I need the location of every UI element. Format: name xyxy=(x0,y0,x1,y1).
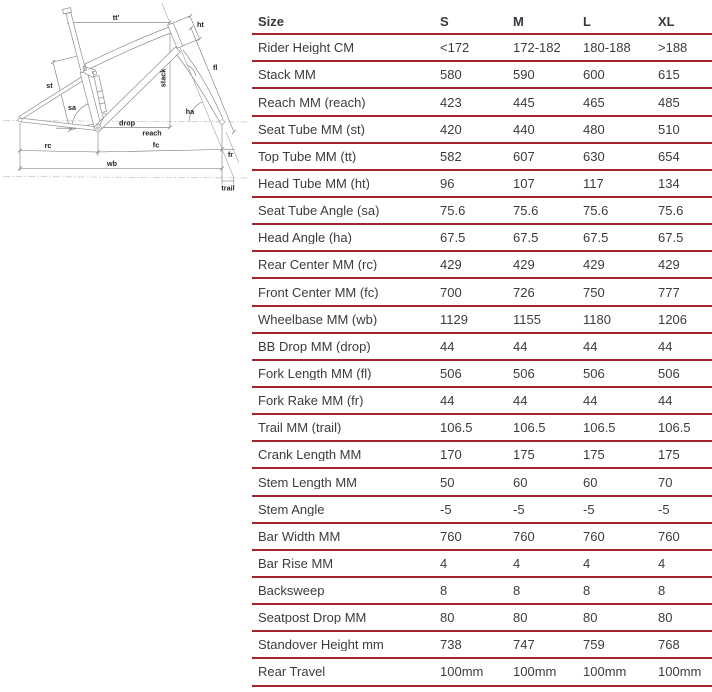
table-row xyxy=(252,307,712,334)
column-header-l: L xyxy=(583,15,591,29)
row-value: 44 xyxy=(440,339,455,353)
row-value: 506 xyxy=(440,366,462,380)
row-value: 134 xyxy=(658,176,680,190)
row-value: 768 xyxy=(658,638,680,652)
label-fc: fc xyxy=(152,140,160,150)
table-row xyxy=(252,415,712,442)
table-row xyxy=(252,524,712,551)
row-value: 80 xyxy=(658,611,673,625)
centerlines xyxy=(3,118,250,179)
row-value: 777 xyxy=(658,285,680,299)
label-drop: drop xyxy=(119,118,135,128)
row-value: 8 xyxy=(658,584,666,598)
label-st: st xyxy=(46,81,53,90)
row-value: 106.5 xyxy=(440,421,473,435)
table-row xyxy=(252,334,712,361)
row-value: 485 xyxy=(658,95,680,109)
row-value: 760 xyxy=(583,529,605,543)
row-value: 8 xyxy=(513,584,521,598)
table-row xyxy=(252,144,712,171)
column-header-size: Size xyxy=(258,15,285,29)
label-ha: ha xyxy=(185,107,195,116)
row-value: 107 xyxy=(513,176,535,190)
shock-upper-eyelet xyxy=(93,71,97,75)
row-value: 445 xyxy=(513,95,535,109)
table-row xyxy=(252,442,712,469)
row-value: 1155 xyxy=(513,312,541,326)
row-value: 60 xyxy=(513,475,528,489)
row-value: 600 xyxy=(583,68,605,82)
front-dropout xyxy=(220,120,225,125)
row-value: 50 xyxy=(440,475,455,489)
row-label: Seat Tube Angle (sa) xyxy=(258,204,380,218)
row-value: 8 xyxy=(583,584,591,598)
row-label: Fork Rake MM (fr) xyxy=(258,394,364,408)
row-value: 420 xyxy=(440,122,462,136)
row-label: Wheelbase MM (wb) xyxy=(258,312,378,326)
label-stack: stack xyxy=(158,68,168,88)
row-label: Trail MM (trail) xyxy=(258,421,342,435)
row-value: 8 xyxy=(440,584,448,598)
table-row xyxy=(252,62,712,89)
row-value: 1180 xyxy=(583,312,611,326)
row-label: Rear Travel xyxy=(258,665,326,679)
row-value: 580 xyxy=(440,68,462,82)
row-label: Crank Length MM xyxy=(258,448,362,462)
table-row xyxy=(252,551,712,578)
table-row xyxy=(252,388,712,415)
label-fr: fr xyxy=(227,150,234,159)
row-value: 106.5 xyxy=(513,421,546,435)
row-label: Fork Length MM (fl) xyxy=(258,366,372,380)
row-value: 4 xyxy=(658,556,666,570)
row-label: Rider Height CM xyxy=(258,41,355,55)
table-row xyxy=(252,469,712,496)
table-row xyxy=(252,659,712,686)
row-value: 44 xyxy=(583,339,598,353)
row-value: 106.5 xyxy=(658,421,691,435)
row-value: 44 xyxy=(513,394,528,408)
label-sa: sa xyxy=(68,103,76,112)
row-value: 429 xyxy=(440,258,462,272)
row-value: 100mm xyxy=(583,665,627,679)
table-row xyxy=(252,171,712,198)
row-value: 1129 xyxy=(440,312,468,326)
row-value: 175 xyxy=(658,448,680,462)
row-label: Standover Height mm xyxy=(258,638,384,652)
row-value: 67.5 xyxy=(583,231,609,245)
table-row xyxy=(252,279,712,306)
row-value: 607 xyxy=(513,149,535,163)
row-value: >188 xyxy=(658,41,688,55)
column-header-s: S xyxy=(440,15,449,29)
row-value: 1206 xyxy=(658,312,687,326)
row-label: Front Center MM (fc) xyxy=(258,285,379,299)
row-value: 44 xyxy=(513,339,528,353)
rear-dropout xyxy=(18,118,22,122)
row-value: 615 xyxy=(658,68,680,82)
bike-geometry-diagram xyxy=(0,0,252,200)
geometry-table-body xyxy=(252,35,712,686)
table-row xyxy=(252,35,712,62)
row-value: 480 xyxy=(583,122,605,136)
label-wb: wb xyxy=(107,159,117,168)
row-label: Seatpost Drop MM xyxy=(258,611,367,625)
label-fl: fl xyxy=(213,63,218,72)
row-value: 96 xyxy=(440,176,455,190)
row-value: 67.5 xyxy=(658,231,684,245)
row-value: 180-188 xyxy=(583,41,631,55)
row-value: 44 xyxy=(658,339,673,353)
row-label: Bar Width MM xyxy=(258,529,341,543)
row-value: 75.6 xyxy=(440,204,466,218)
row-value: 750 xyxy=(583,285,605,299)
row-value: -5 xyxy=(440,502,452,516)
row-value: 760 xyxy=(513,529,535,543)
label-tt: tt' xyxy=(112,13,120,22)
table-row xyxy=(252,605,712,632)
row-value: 70 xyxy=(658,475,673,489)
row-value: 760 xyxy=(658,529,680,543)
row-label: Stem Length MM xyxy=(258,475,357,489)
row-value: 100mm xyxy=(513,665,557,679)
row-label: Bar Rise MM xyxy=(258,556,334,570)
row-value: -5 xyxy=(583,502,595,516)
row-label: BB Drop MM (drop) xyxy=(258,339,371,353)
table-row xyxy=(252,89,712,116)
row-value: 175 xyxy=(513,448,535,462)
row-value: 738 xyxy=(440,638,462,652)
row-value: 44 xyxy=(658,394,673,408)
row-value: 75.6 xyxy=(513,204,539,218)
row-value: 726 xyxy=(513,285,535,299)
label-trail: trail xyxy=(221,183,235,193)
row-label: Seat Tube MM (st) xyxy=(258,122,365,136)
row-value: 429 xyxy=(513,258,535,272)
row-value: 117 xyxy=(583,176,604,190)
table-row xyxy=(252,117,712,144)
row-value: 747 xyxy=(513,638,535,652)
column-header-xl: XL xyxy=(658,15,675,29)
row-value: 429 xyxy=(658,258,680,272)
row-value: <172 xyxy=(440,41,470,55)
row-value: 172-182 xyxy=(513,41,561,55)
row-value: 4 xyxy=(583,556,591,570)
table-row xyxy=(252,361,712,388)
row-label: Backsweep xyxy=(258,584,325,598)
row-value: 75.6 xyxy=(583,204,609,218)
seatpost xyxy=(66,12,86,72)
row-value: 465 xyxy=(583,95,605,109)
row-value: 67.5 xyxy=(513,231,539,245)
row-label: Reach MM (reach) xyxy=(258,95,366,109)
row-value: -5 xyxy=(513,502,525,516)
row-value: 700 xyxy=(440,285,462,299)
row-value: 582 xyxy=(440,149,462,163)
row-label: Head Tube MM (ht) xyxy=(258,176,370,190)
row-value: 654 xyxy=(658,149,680,163)
row-value: 506 xyxy=(658,366,680,380)
row-value: 630 xyxy=(583,149,605,163)
table-row xyxy=(252,198,712,225)
table-header-row xyxy=(252,10,712,35)
row-value: 170 xyxy=(440,448,462,462)
row-value: 75.6 xyxy=(658,204,684,218)
row-value: 67.5 xyxy=(440,231,466,245)
row-value: 760 xyxy=(440,529,462,543)
table-row xyxy=(252,632,712,659)
table-row xyxy=(252,252,712,279)
chain-stay xyxy=(20,118,97,131)
row-label: Head Angle (ha) xyxy=(258,231,352,245)
row-value: 80 xyxy=(440,611,455,625)
row-value: 423 xyxy=(440,95,462,109)
row-value: 80 xyxy=(513,611,528,625)
row-value: 60 xyxy=(583,475,598,489)
geometry-table xyxy=(252,10,712,687)
table-row xyxy=(252,578,712,605)
row-value: 175 xyxy=(583,448,605,462)
row-label: Rear Center MM (rc) xyxy=(258,258,378,272)
row-label: Top Tube MM (tt) xyxy=(258,149,357,163)
row-value: 4 xyxy=(513,556,521,570)
row-value: 506 xyxy=(513,366,535,380)
label-rc: rc xyxy=(44,141,52,150)
row-value: 100mm xyxy=(658,665,702,679)
row-value: 44 xyxy=(583,394,598,408)
shock-lower-eyelet xyxy=(102,113,106,117)
row-value: 429 xyxy=(583,258,605,272)
row-value: 44 xyxy=(440,394,455,408)
row-value: -5 xyxy=(658,502,670,516)
label-reach: reach xyxy=(142,128,162,138)
row-value: 100mm xyxy=(440,665,484,679)
row-value: 506 xyxy=(583,366,605,380)
row-value: 4 xyxy=(440,556,448,570)
label-ht: ht xyxy=(197,20,204,29)
row-label: Stem Angle xyxy=(258,502,325,516)
row-value: 80 xyxy=(583,611,598,625)
row-label: Stack MM xyxy=(258,68,316,82)
row-value: 440 xyxy=(513,122,535,136)
row-value: 106.5 xyxy=(583,421,616,435)
row-value: 590 xyxy=(513,68,535,82)
table-row xyxy=(252,225,712,252)
row-value: 759 xyxy=(583,638,605,652)
row-value: 510 xyxy=(658,122,680,136)
table-row xyxy=(252,497,712,524)
column-header-m: M xyxy=(513,15,524,29)
